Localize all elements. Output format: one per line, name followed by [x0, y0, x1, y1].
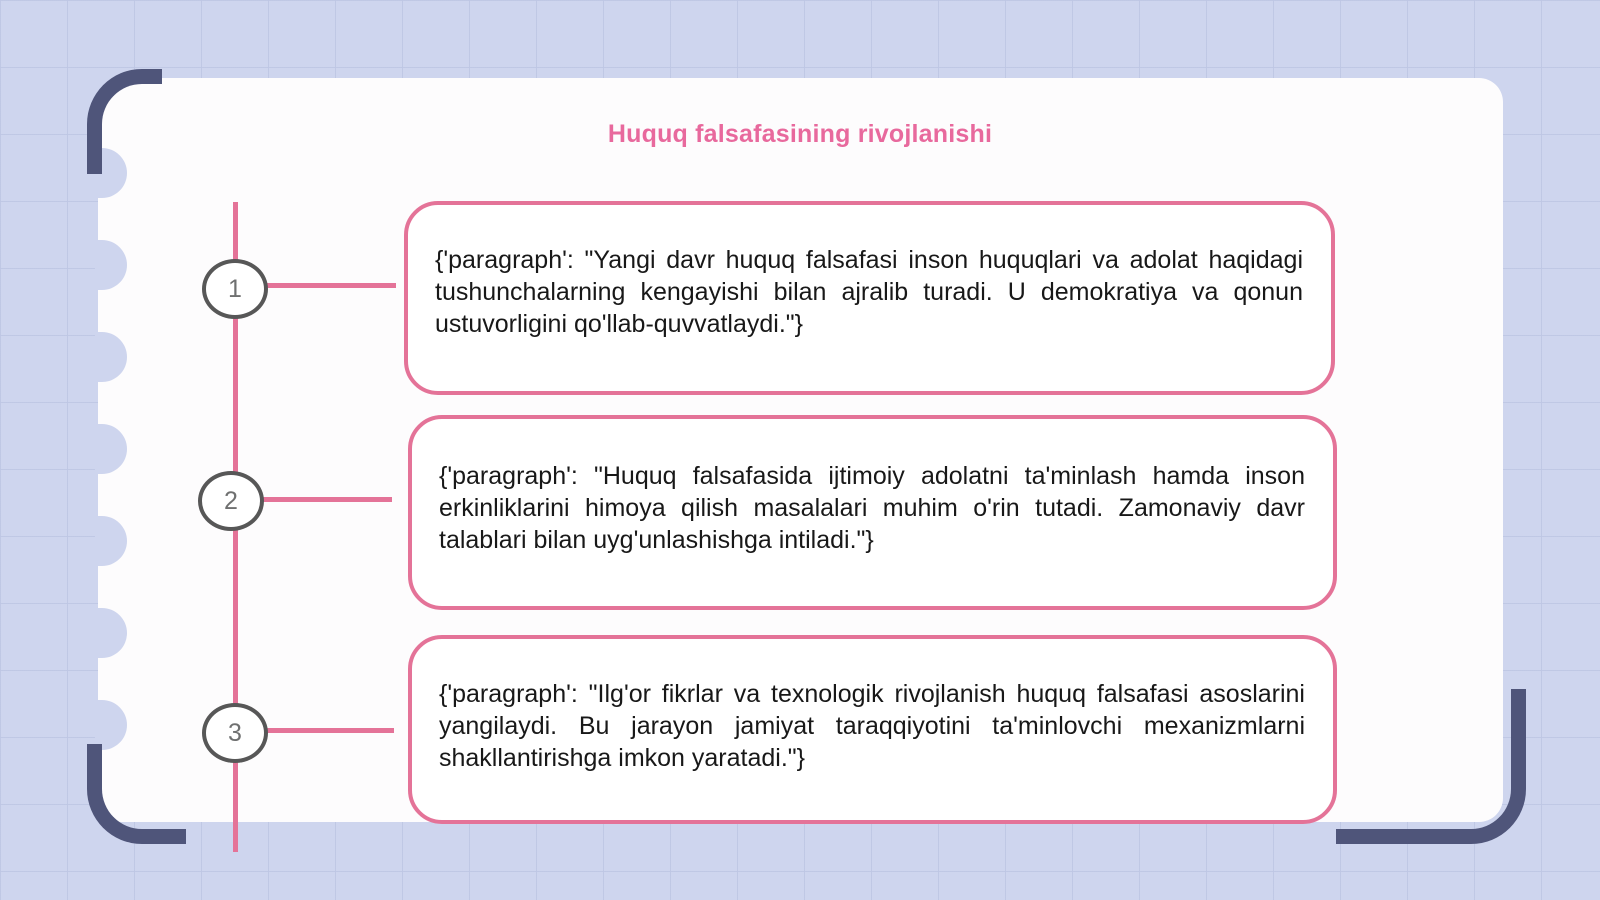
timeline-card [408, 635, 1337, 824]
timeline-connector [262, 497, 392, 502]
card-text: {'paragraph': "Yangi davr huquq falsafasi inson huquqlari va adolat haqidagi tushunchalarning kengayishi bilan ajralib turadi. U demokratiya va qonun ustuvorligini qo'llab-quvvatlaydi."} [435, 246, 1303, 338]
frame-corner-bottom-left [87, 744, 186, 844]
step-number-badge: 3 [202, 703, 268, 763]
slide-title: Huquq falsafasining rivojlanishi [607, 120, 993, 148]
timeline-card [404, 201, 1335, 395]
timeline-card [408, 415, 1337, 610]
card-text: {'paragraph': "Ilg'or fikrlar va texnologik rivojlanish huquq falsafasi asoslarini yangilaydi. Bu jarayon jamiyat taraqqiyotini ta'minlovchi mexanizmlarni shakllantirishga imkon yaratadi."} [439, 679, 1305, 772]
step-number-badge: 2 [198, 471, 264, 531]
step-number-badge: 1 [202, 259, 268, 319]
timeline-connector [266, 283, 396, 288]
card-text: {'paragraph': "Huquq falsafasida ijtimoiy adolatni ta'minlash hamda inson erkinliklarini himoya qilish masalalari muhim o'rin tutadi. Zamonaviy davr talablari bilan uyg'unlashishga intiladi."} [439, 461, 1305, 554]
frame-corner-bottom-right [1336, 689, 1526, 844]
timeline-connector [266, 728, 394, 733]
